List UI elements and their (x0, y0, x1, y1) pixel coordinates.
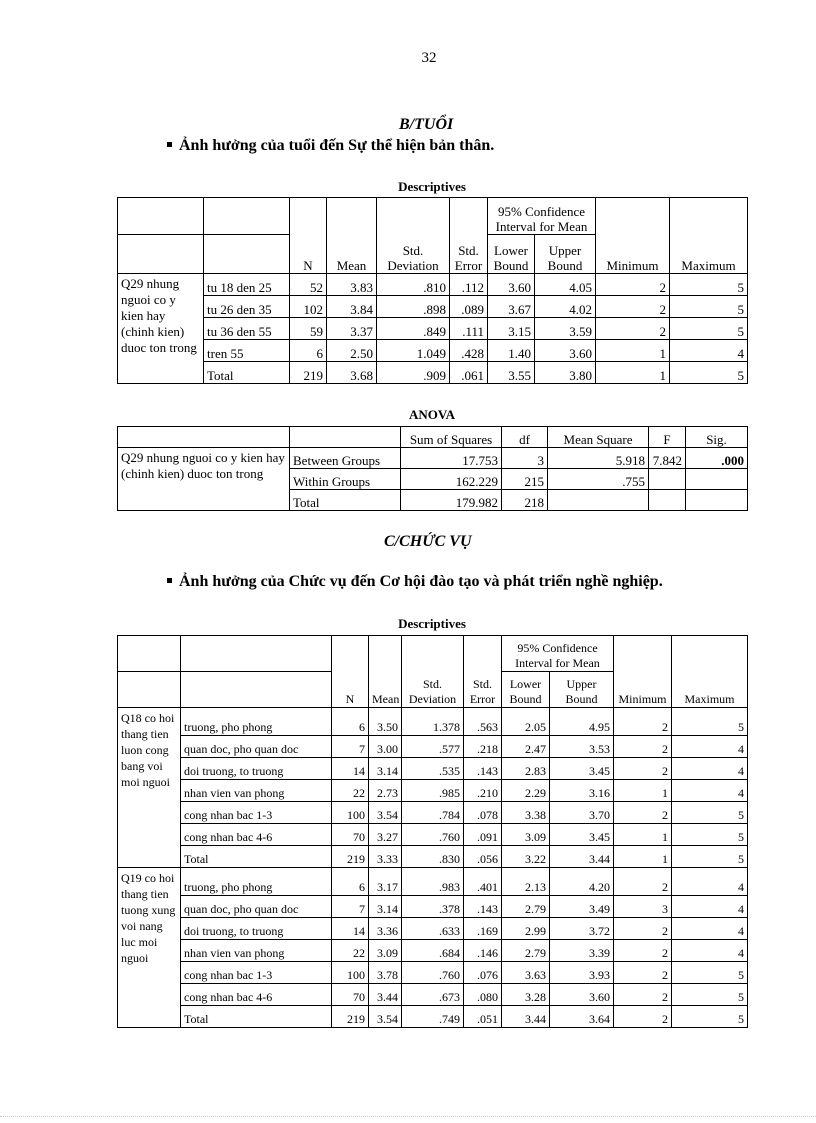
table-row (118, 1006, 748, 1028)
table-cell: 5 (670, 296, 748, 318)
header-ci: 95% Confidence Interval for Mean (502, 636, 614, 672)
row-label: cong nhan bac 4-6 (181, 984, 332, 1006)
table-cell: 219 (332, 1006, 369, 1028)
table-cell: 3.54 (369, 802, 402, 824)
table-cell: 5 (672, 984, 748, 1006)
table-cell: .076 (464, 962, 502, 984)
table-cell: 3.60 (535, 340, 596, 362)
table-row (118, 758, 748, 780)
row-label: Between Groups (290, 448, 401, 469)
table-cell: .089 (450, 296, 488, 318)
table-cell: 1 (614, 780, 672, 802)
table-cell: .111 (450, 318, 488, 340)
table-cell: 14 (332, 758, 369, 780)
header-lower-bound: Lower Bound (502, 672, 550, 708)
table-cell: 3.64 (550, 1006, 614, 1028)
table-cell: 1.378 (402, 708, 464, 736)
row-label: Total (181, 1006, 332, 1028)
header-f: F (649, 427, 686, 448)
table-cell: 100 (332, 802, 369, 824)
table-cell: 2.79 (502, 940, 550, 962)
table-cell: 3.59 (535, 318, 596, 340)
table-cell: 17.753 (401, 448, 502, 469)
table-cell: 4 (672, 868, 748, 896)
table-row (118, 918, 748, 940)
table-cell: 3 (614, 896, 672, 918)
table-cell: 100 (332, 962, 369, 984)
table-cell: 2.83 (502, 758, 550, 780)
table-cell: 2 (614, 868, 672, 896)
table-cell: 3.36 (369, 918, 402, 940)
header-sum-of-squares: Sum of Squares (401, 427, 502, 448)
table-cell: 3.84 (327, 296, 377, 318)
table-row (118, 846, 748, 868)
group-label: Q18 co hoi thang tien luon cong bang voi moi nguoi (118, 708, 181, 868)
table-cell: .056 (464, 846, 502, 868)
header-mean: Mean (327, 198, 377, 274)
table-cell: .535 (402, 758, 464, 780)
table-cell: .985 (402, 780, 464, 802)
row-label: tren 55 (204, 340, 290, 362)
table-cell: 3.44 (550, 846, 614, 868)
header-mean: Mean (369, 636, 402, 708)
table-cell: .091 (464, 824, 502, 846)
row-label: Total (181, 846, 332, 868)
table-row (118, 340, 748, 362)
row-label: tu 18 den 25 (204, 274, 290, 296)
bullet-square-icon (167, 142, 172, 147)
table-cell: 5 (672, 962, 748, 984)
table-cell: .563 (464, 708, 502, 736)
table-cell: 5.918 (548, 448, 649, 469)
table-cell: 2 (614, 918, 672, 940)
table-cell: 2 (614, 1006, 672, 1028)
table-cell: 5 (670, 318, 748, 340)
table-cell: 3.15 (488, 318, 535, 340)
table-cell: 179.982 (401, 490, 502, 511)
table-cell: 1 (614, 846, 672, 868)
table-cell: .784 (402, 802, 464, 824)
table-cell: 6 (332, 868, 369, 896)
table-cell: 2 (614, 984, 672, 1006)
table-cell: 3.28 (502, 984, 550, 1006)
section-b-bullet: Ảnh hưởng của tuổi đến Sự thể hiện bản thân. (167, 137, 494, 155)
table-cell: 3.44 (502, 1006, 550, 1028)
table-cell: .061 (450, 362, 488, 384)
row-label: truong, pho phong (181, 708, 332, 736)
row-label: tu 36 den 55 (204, 318, 290, 340)
table-cell: .633 (402, 918, 464, 940)
table-cell: 5 (672, 846, 748, 868)
table-cell: 219 (290, 362, 327, 384)
table-cell: 2.29 (502, 780, 550, 802)
row-label: Total (290, 490, 401, 511)
table-cell: 3.09 (502, 824, 550, 846)
table-row (118, 824, 748, 846)
table-cell: 3.83 (327, 274, 377, 296)
page-number: 32 (421, 50, 437, 66)
table-cell: .000 (686, 448, 748, 469)
section-c-title: C/CHỨC VỤ (384, 533, 472, 550)
header-std-error: Std. Error (464, 636, 502, 708)
header-maximum: Maximum (672, 636, 748, 708)
table-cell: .143 (464, 758, 502, 780)
table-cell: 102 (290, 296, 327, 318)
table-row (118, 362, 748, 384)
table-row (118, 318, 748, 340)
table-cell: .755 (548, 469, 649, 490)
table-cell: 219 (332, 846, 369, 868)
table-cell: 1 (596, 362, 670, 384)
table-row (118, 296, 748, 318)
table-cell: 2 (614, 708, 672, 736)
header-lower-bound: Lower Bound (488, 235, 535, 274)
table-cell: 5 (672, 824, 748, 846)
table-row (118, 896, 748, 918)
row-label: quan doc, pho quan doc (181, 736, 332, 758)
table-cell: 218 (502, 490, 548, 511)
table-row (118, 962, 748, 984)
table-cell: 4 (672, 758, 748, 780)
table-cell: 3.17 (369, 868, 402, 896)
table-row (118, 736, 748, 758)
table-cell: 2.50 (327, 340, 377, 362)
header-mean-square: Mean Square (548, 427, 649, 448)
anova-table (117, 426, 748, 511)
table-cell: 4.02 (535, 296, 596, 318)
table-cell: 5 (670, 274, 748, 296)
table-cell: .210 (464, 780, 502, 802)
header-n: N (332, 636, 369, 708)
header-sig: Sig. (686, 427, 748, 448)
table-cell: 3.67 (488, 296, 535, 318)
header-minimum: Minimum (596, 198, 670, 274)
table-cell: 2.47 (502, 736, 550, 758)
table-cell (686, 469, 748, 490)
table-cell: 2.73 (369, 780, 402, 802)
table-cell: 3.38 (502, 802, 550, 824)
table-cell: 70 (332, 984, 369, 1006)
table-cell: 70 (332, 824, 369, 846)
table-row (118, 984, 748, 1006)
table-cell: 3.60 (488, 274, 535, 296)
table-cell: 5 (670, 362, 748, 384)
row-label: doi truong, to truong (181, 918, 332, 940)
table-cell (686, 490, 748, 511)
table-cell: 5 (672, 1006, 748, 1028)
table-cell: 3.14 (369, 758, 402, 780)
table-cell: 7 (332, 896, 369, 918)
table-cell: 162.229 (401, 469, 502, 490)
table-cell: 2.99 (502, 918, 550, 940)
table-cell: 2 (596, 318, 670, 340)
header-ci: 95% Confidence Interval for Mean (488, 198, 596, 235)
table-cell: 3.63 (502, 962, 550, 984)
table-cell: 3.80 (535, 362, 596, 384)
table-cell: 3 (502, 448, 548, 469)
header-std-error: Std. Error (450, 198, 488, 274)
table-cell: .169 (464, 918, 502, 940)
page-bottom-rule (0, 1116, 816, 1117)
table-cell: .080 (464, 984, 502, 1006)
table1-caption: Descriptives (398, 179, 466, 194)
header-upper-bound: Upper Bound (550, 672, 614, 708)
table-cell: 59 (290, 318, 327, 340)
row-label: cong nhan bac 1-3 (181, 802, 332, 824)
row-label: doi truong, to truong (181, 758, 332, 780)
table-cell: 215 (502, 469, 548, 490)
table-row (118, 274, 748, 296)
header-minimum: Minimum (614, 636, 672, 708)
table-cell: 3.50 (369, 708, 402, 736)
table-cell: .051 (464, 1006, 502, 1028)
row-label: tu 26 den 35 (204, 296, 290, 318)
table2-caption: Descriptives (398, 616, 466, 631)
table-cell: 1 (614, 824, 672, 846)
table-cell: 2 (614, 758, 672, 780)
table-cell: 6 (290, 340, 327, 362)
table-cell: .684 (402, 940, 464, 962)
table-cell: .760 (402, 962, 464, 984)
table-cell: 4 (672, 940, 748, 962)
table-cell: 3.39 (550, 940, 614, 962)
table-cell: 2 (614, 940, 672, 962)
table-cell: 4 (672, 918, 748, 940)
anova-caption: ANOVA (409, 407, 455, 422)
table-cell: 2 (614, 962, 672, 984)
table-cell: 3.22 (502, 846, 550, 868)
table-cell: 22 (332, 940, 369, 962)
descriptives-table-position (117, 635, 748, 1028)
table-row (118, 780, 748, 802)
table-cell: 3.49 (550, 896, 614, 918)
row-label: truong, pho phong (181, 868, 332, 896)
table-cell: 3.78 (369, 962, 402, 984)
table-cell: .849 (377, 318, 450, 340)
table-cell (548, 490, 649, 511)
table-cell: 4.20 (550, 868, 614, 896)
table-cell: 3.37 (327, 318, 377, 340)
table-cell: .810 (377, 274, 450, 296)
table-cell: .577 (402, 736, 464, 758)
table-cell: 2 (614, 802, 672, 824)
header-n: N (290, 198, 327, 274)
table-cell: 3.27 (369, 824, 402, 846)
table-cell: 3.54 (369, 1006, 402, 1028)
table-cell: 4.95 (550, 708, 614, 736)
table-cell: 52 (290, 274, 327, 296)
table-cell: 7.842 (649, 448, 686, 469)
row-label: Within Groups (290, 469, 401, 490)
table-cell: 3.55 (488, 362, 535, 384)
table-cell: 3.00 (369, 736, 402, 758)
table-cell: 3.33 (369, 846, 402, 868)
table-cell: 1.049 (377, 340, 450, 362)
table-cell: 4 (672, 896, 748, 918)
group-label: Q19 co hoi thang tien tuong xung voi nang luc moi nguoi (118, 868, 181, 1028)
table-cell: .830 (402, 846, 464, 868)
table-cell: 3.45 (550, 758, 614, 780)
table-cell: 3.70 (550, 802, 614, 824)
table-cell: 6 (332, 708, 369, 736)
table-cell: 3.60 (550, 984, 614, 1006)
table-cell: 2.05 (502, 708, 550, 736)
table-cell: .401 (464, 868, 502, 896)
table-row (118, 802, 748, 824)
header-df: df (502, 427, 548, 448)
table-cell: 4 (672, 736, 748, 758)
table-cell: 2 (614, 736, 672, 758)
table-cell: .760 (402, 824, 464, 846)
table-cell: .112 (450, 274, 488, 296)
table-cell: .673 (402, 984, 464, 1006)
table-cell: .983 (402, 868, 464, 896)
table-cell: 3.14 (369, 896, 402, 918)
table-cell: .428 (450, 340, 488, 362)
header-upper-bound: Upper Bound (535, 235, 596, 274)
table-cell: .143 (464, 896, 502, 918)
table-cell: 3.16 (550, 780, 614, 802)
table-cell: .078 (464, 802, 502, 824)
row-label: nhan vien van phong (181, 940, 332, 962)
descriptives-table-age (117, 197, 748, 384)
table-cell: 3.72 (550, 918, 614, 940)
table-cell: 2 (596, 274, 670, 296)
table-cell: 4.05 (535, 274, 596, 296)
row-label: cong nhan bac 1-3 (181, 962, 332, 984)
table-cell: 3.09 (369, 940, 402, 962)
table-cell: 3.45 (550, 824, 614, 846)
row-label: cong nhan bac 4-6 (181, 824, 332, 846)
table-cell: 1 (596, 340, 670, 362)
table-cell: 2.79 (502, 896, 550, 918)
section-b-title: B/TUỔI (399, 116, 454, 133)
group-label: Q29 nhung nguoi co y kien hay (chinh kien) duoc ton trong (118, 448, 290, 511)
row-label: nhan vien van phong (181, 780, 332, 802)
table-cell: .218 (464, 736, 502, 758)
header-std-deviation: Std. Deviation (377, 198, 450, 274)
table-cell: 5 (672, 802, 748, 824)
table-cell (649, 469, 686, 490)
bullet-square-icon (167, 578, 172, 583)
table-cell: 7 (332, 736, 369, 758)
table-cell: 14 (332, 918, 369, 940)
header-std-deviation: Std. Deviation (402, 636, 464, 708)
table-cell: .898 (377, 296, 450, 318)
table-cell: 1.40 (488, 340, 535, 362)
table-cell: 3.93 (550, 962, 614, 984)
table-cell: 4 (670, 340, 748, 362)
table-row (118, 868, 748, 896)
table-cell: 4 (672, 780, 748, 802)
table-cell: 3.68 (327, 362, 377, 384)
table-cell: 22 (332, 780, 369, 802)
table-cell: 5 (672, 708, 748, 736)
table-cell: 3.53 (550, 736, 614, 758)
group-label: Q29 nhung nguoi co y kien hay (chinh kien) duoc ton trong (118, 274, 204, 384)
table-cell (649, 490, 686, 511)
table-row (118, 940, 748, 962)
table-cell: .909 (377, 362, 450, 384)
table-row (118, 448, 748, 469)
table-row (118, 708, 748, 736)
table-cell: .378 (402, 896, 464, 918)
header-maximum: Maximum (670, 198, 748, 274)
row-label: quan doc, pho quan doc (181, 896, 332, 918)
table-cell: .749 (402, 1006, 464, 1028)
table-cell: .146 (464, 940, 502, 962)
row-label: Total (204, 362, 290, 384)
section-c-bullet: Ảnh hưởng của Chức vụ đến Cơ hội đào tạo và phát triển nghề nghiệp. (167, 573, 663, 591)
table-cell: 3.44 (369, 984, 402, 1006)
table-cell: 2.13 (502, 868, 550, 896)
table-cell: 2 (596, 296, 670, 318)
